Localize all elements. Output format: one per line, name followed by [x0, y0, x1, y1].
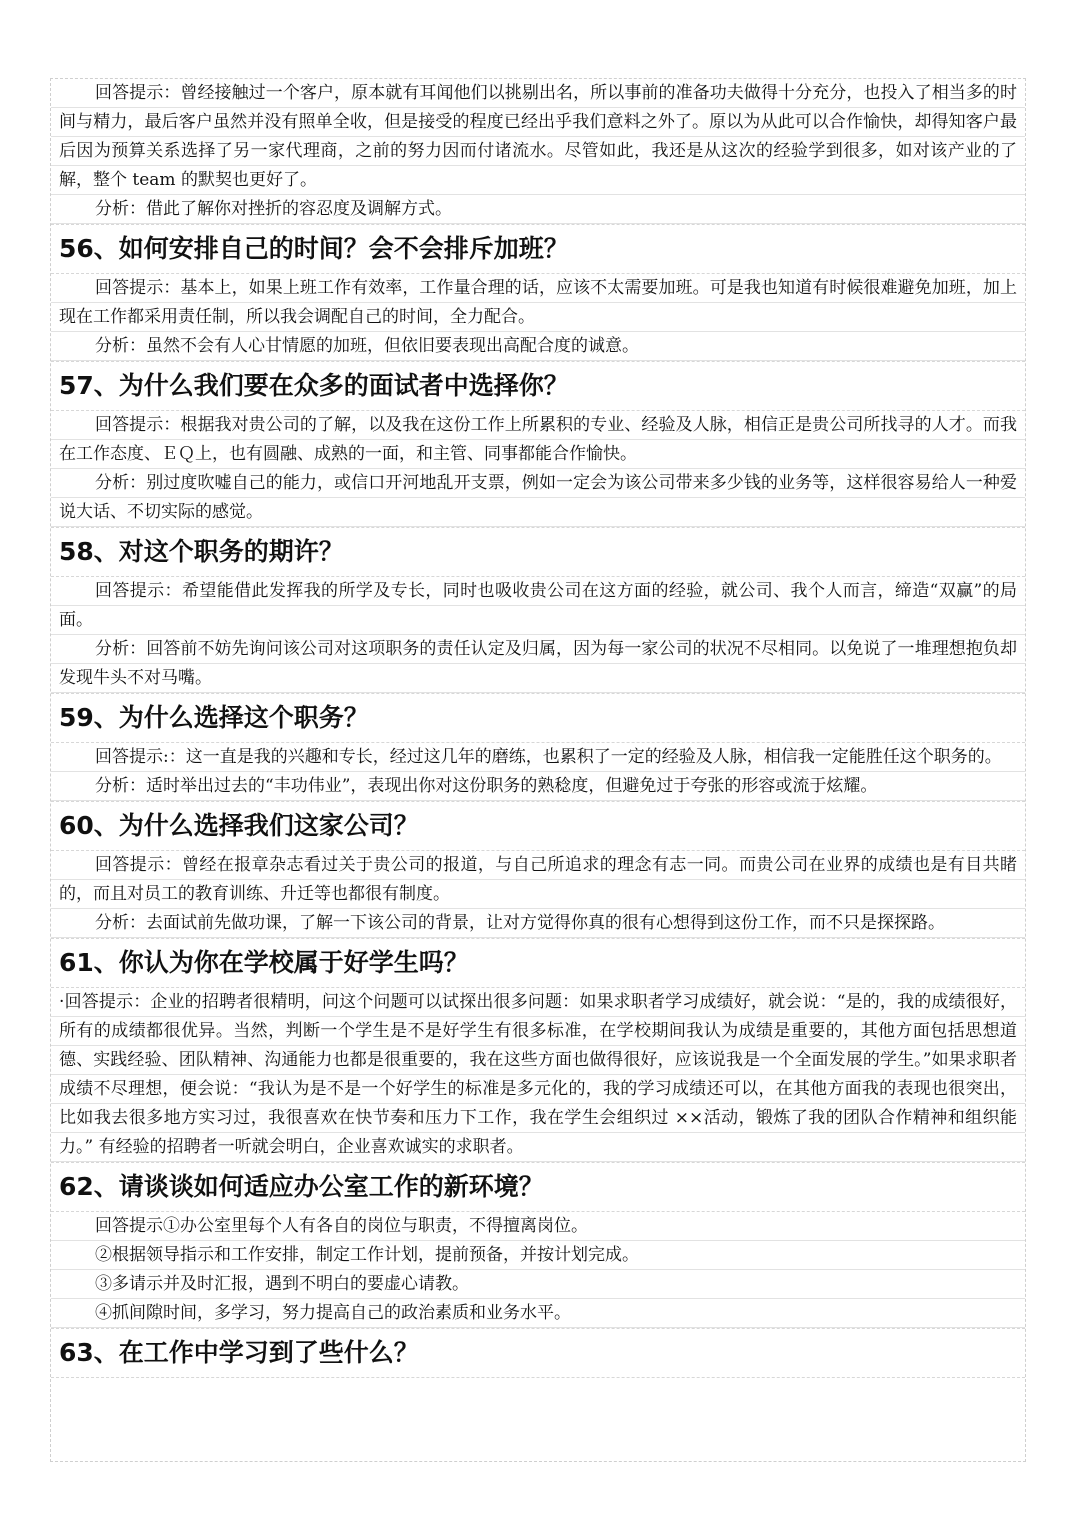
question-heading: 61、你认为你在学校属于好学生吗？ [51, 939, 1025, 988]
question-heading: 60、为什么选择我们这家公司？ [51, 802, 1025, 851]
section-q56 [51, 225, 1025, 362]
answer-paragraph: ·回答提示：企业的招聘者很精明，问这个问题可以试探出很多问题：如果求职者学习成绩好，就会说：“是的，我的成绩很好，所有的成绩都很优异。当然，判断一个学生是不是好学生有很多标准，在学校期间我认为成绩是重要的，其他方面包括思想道德、实践经验、团队精神、沟通能力也都是很重要的，我在这些方面也做得很好，应该说我是一个全面发展的学生。”如果求职者成绩不尽理想，便会说：“我认为是不是一个好学生的标准是多元化的，我的学习成绩还可以，在其他方面我的表现也很突出，比如我去很多地方实习过，我很喜欢在快节奏和压力下工作，我在学生会组织过 ××活动，锻炼了我的团队合作精神和组织能力。” 有经验的招聘者一听就会明白，企业喜欢诚实的求职者。 [51, 988, 1025, 1162]
section-q59 [51, 694, 1025, 802]
section-q61 [51, 939, 1025, 1163]
analysis-paragraph: 分析：别过度吹嘘自己的能力，或信口开河地乱开支票，例如一定会为该公司带来多少钱的业务等，这样很容易给人一种爱说大话、不切实际的感觉。 [51, 469, 1025, 527]
section-q60 [51, 802, 1025, 939]
section-intro [51, 79, 1025, 225]
analysis-paragraph: 分析：借此了解你对挫折的容忍度及调解方式。 [51, 195, 1025, 224]
section-q63 [51, 1329, 1025, 1378]
answer-paragraph: 回答提示:：这一直是我的兴趣和专长，经过这几年的磨练，也累积了一定的经验及人脉，相信我一定能胜任这个职务的。 [51, 743, 1025, 772]
analysis-paragraph: 分析：适时举出过去的“丰功伟业”，表现出你对这份职务的熟稔度，但避免过于夸张的形容或流于炫耀。 [51, 772, 1025, 801]
question-heading: 63、在工作中学习到了些什么？ [51, 1329, 1025, 1378]
answer-paragraph: 回答提示：曾经在报章杂志看过关于贵公司的报道，与自己所追求的理念有志一同。而贵公司在业界的成绩也是有目共睹的，而且对员工的教育训练、升迁等也都很有制度。 [51, 851, 1025, 909]
analysis-paragraph: 分析：回答前不妨先询问该公司对这项职务的责任认定及归属，因为每一家公司的状况不尽相同。以免说了一堆理想抱负却发现牛头不对马嘴。 [51, 635, 1025, 693]
answer-paragraph: 回答提示：希望能借此发挥我的所学及专长，同时也吸收贵公司在这方面的经验，就公司、我个人而言，缔造“双赢”的局面。 [51, 577, 1025, 635]
section-q58 [51, 528, 1025, 694]
question-heading: 59、为什么选择这个职务？ [51, 694, 1025, 743]
section-q57 [51, 362, 1025, 528]
question-heading: 62、请谈谈如何适应办公室工作的新环境？ [51, 1163, 1025, 1212]
section-q62 [51, 1163, 1025, 1329]
answer-paragraph: 回答提示：曾经接触过一个客户，原本就有耳闻他们以挑剔出名，所以事前的准备功夫做得十分充分，也投入了相当多的时间与精力，最后客户虽然并没有照单全收，但是接受的程度已经出乎我们意料之外了。原以为从此可以合作愉快，却得知客户最后因为预算关系选择了另一家代理商，之前的努力因而付诸流水。尽管如此，我还是从这次的经验学到很多，如对该产业的了解，整个 team 的默契也更好了。 [51, 79, 1025, 195]
analysis-paragraph: 分析：虽然不会有人心甘情愿的加班，但依旧要表现出高配合度的诚意。 [51, 332, 1025, 361]
analysis-paragraph: 分析：去面试前先做功课，了解一下该公司的背景，让对方觉得你真的很有心想得到这份工作，而不只是探探路。 [51, 909, 1025, 938]
question-heading: 58、对这个职务的期许？ [51, 528, 1025, 577]
list-item: ④抓间隙时间，多学习，努力提高自己的政治素质和业务水平。 [51, 1299, 1025, 1328]
list-item: 回答提示①办公室里每个人有各自的岗位与职责，不得擅离岗位。 [51, 1212, 1025, 1241]
list-item: ③多请示并及时汇报，遇到不明白的要虚心请教。 [51, 1270, 1025, 1299]
document-page [50, 78, 1026, 1462]
question-heading: 56、如何安排自己的时间？会不会排斥加班？ [51, 225, 1025, 274]
list-item: ②根据领导指示和工作安排，制定工作计划，提前预备，并按计划完成。 [51, 1241, 1025, 1270]
answer-paragraph: 回答提示：基本上，如果上班工作有效率，工作量合理的话，应该不太需要加班。可是我也知道有时候很难避免加班，加上现在工作都采用责任制，所以我会调配自己的时间，全力配合。 [51, 274, 1025, 332]
question-heading: 57、为什么我们要在众多的面试者中选择你？ [51, 362, 1025, 411]
answer-paragraph: 回答提示：根据我对贵公司的了解，以及我在这份工作上所累积的专业、经验及人脉，相信正是贵公司所找寻的人才。而我在工作态度、ＥＱ上，也有圆融、成熟的一面，和主管、同事都能合作愉快。 [51, 411, 1025, 469]
